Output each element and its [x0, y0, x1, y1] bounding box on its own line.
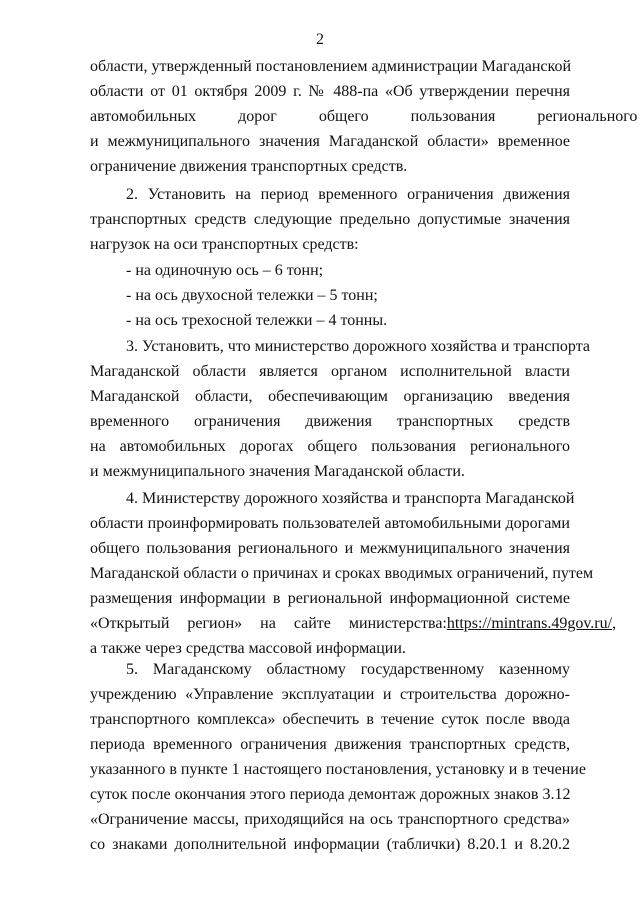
text-line: 5. Магаданскому областному государственному казенному — [126, 661, 570, 678]
text-line: суток после окончания этого периода демонтаж дорожных знаков 3.12 — [90, 786, 571, 803]
paragraph-3 — [90, 334, 590, 484]
text-line: транспортных средств следующие предельно допустимые значения — [90, 211, 570, 228]
text-line: а также через средства массовой информации. — [90, 640, 406, 657]
list-item: - на одиночную ось – 6 тонн; — [126, 262, 324, 279]
text-line: и межмуниципального значения Магаданской области. — [90, 463, 465, 480]
text-line-with-link — [90, 611, 617, 636]
text-line: транспортного комплекса» обеспечить в течение суток после ввода — [90, 711, 570, 728]
text-line: 2. Установить на период временного ограничения движения — [126, 186, 570, 203]
text-line: области, утвержденный постановлением администрации Магаданской — [90, 58, 572, 75]
ministry-website-link[interactable]: https://mintrans.49gov.ru/ — [446, 615, 613, 632]
paragraph-4 — [90, 486, 617, 661]
text-line: Магаданской области о причинах и сроках вводимых ограничений, путем — [90, 565, 594, 582]
paragraph-1 — [90, 54, 638, 179]
text-line: и межмуниципального значения Магаданской области» временное — [90, 133, 570, 150]
text-line: размещения информации в региональной информационной системе — [90, 590, 570, 607]
link-suffix: , — [612, 615, 617, 632]
paragraph-5 — [90, 657, 586, 857]
text-line: 4. Министерству дорожного хозяйства и транспорта Магаданской — [126, 490, 575, 507]
text-line: «Ограничение массы, приходящийся на ось транспортного средства» — [90, 811, 570, 828]
text-line: нагрузок на оси транспортных средств: — [90, 236, 359, 253]
text-line: Магаданской области, обеспечивающим организацию введения — [90, 388, 570, 405]
text-line: общего пользования регионального и межмуниципального значения — [90, 540, 570, 557]
text-line: периода временного ограничения движения транспортных средств, — [90, 736, 570, 753]
text-line: области от 01 октября 2009 г. № 488-па «Об утверждении перечня — [90, 83, 570, 100]
paragraph-2 — [90, 182, 570, 257]
page-number: 2 — [316, 31, 324, 48]
text-line: указанного в пункте 1 настоящего постановления, установку и в течение — [90, 761, 586, 778]
load-limits-list — [90, 258, 570, 333]
list-item: - на ось трехосной тележки – 4 тонны. — [126, 312, 388, 329]
link-group — [447, 611, 616, 636]
text-line: «Открытый регион» на сайте министерства: — [90, 615, 447, 632]
text-line: ограничение движения транспортных средств. — [90, 158, 408, 175]
list-item: - на ось двухосной тележки – 5 тонн; — [126, 287, 378, 304]
text-line: автомобильных дорог общего пользования регионального — [90, 108, 638, 125]
text-line: со знаками дополнительной информации (таблички) 8.20.1 и 8.20.2 — [90, 836, 570, 853]
text-line: 3. Установить, что министерство дорожного хозяйства и транспорта — [126, 338, 590, 355]
text-line: на автомобильных дорогах общего пользования регионального — [90, 438, 570, 455]
text-line: Магаданской области является органом исполнительной власти — [90, 363, 570, 380]
text-line: учреждению «Управление эксплуатации и строительства дорожно- — [90, 686, 570, 703]
text-line: временного ограничения движения транспортных средств — [90, 413, 570, 430]
text-line: области проинформировать пользователей автомобильными дорогами — [90, 515, 570, 532]
